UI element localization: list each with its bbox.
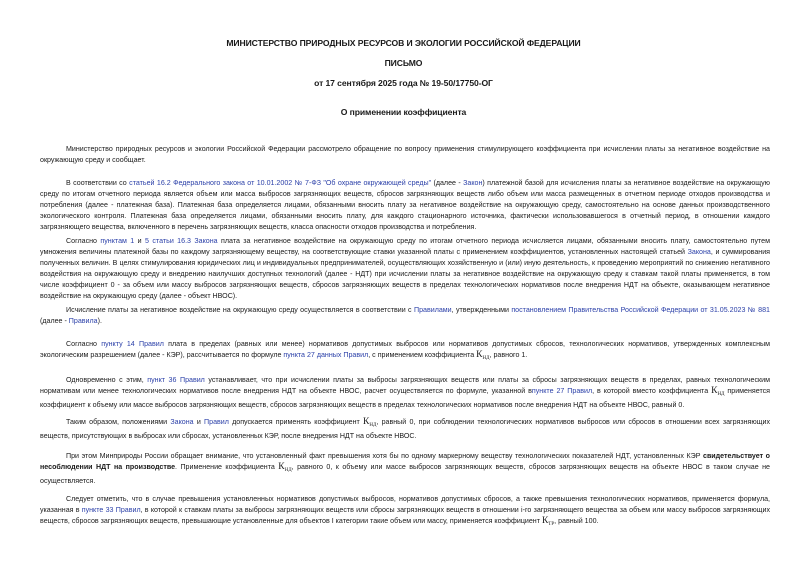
text-run: плата в пределах (равных или менее) нормативов допустимых выбросов или нормативов допустимых сбросов, технологических нормативов, утвержденных комплексным экологическим разрешением (далее - КЭР), рассчитывается по формуле [40,340,770,360]
coefficient-letter: К [363,417,370,427]
coefficient-subscript: НД [482,356,490,362]
coefficient-subscript: ТР [548,522,555,528]
link-rules[interactable]: Правил [204,418,229,426]
link-government-resolution-881[interactable]: постановлением Правительства Российской Федерации от 31.05.2023 № 881 [511,306,770,314]
text-run: Одновременно с этим, [66,376,148,384]
text-run: (далее - [431,179,464,187]
text-run: , равный 100. [554,517,599,526]
coefficient-symbol [476,350,489,360]
text-run: Согласно [66,237,101,245]
text-run: устанавливает, что при исчислении платы за выбросы загрязняющих веществ или платы за сбросы загрязняющих веществ в пределах, равных технологическим нормативам или менее технологических нормативов после внедрения НДТ на объекте НВОС, расчет осуществляется по формуле, указанной в [40,376,770,396]
link-law[interactable]: Закона [170,418,194,426]
link-rules[interactable]: Правилами [413,306,452,314]
text-run: и [193,418,205,426]
link-point-14-rules[interactable]: пункту 14 Правил [101,340,164,348]
link-law-article-16-2[interactable]: статьей 16.2 Федерального закона от 10.01.2002 № 7-ФЗ "Об охране окружающей среды" [129,179,432,187]
text-run: , равный 0, при соблюдении технологических нормативов выбросов или сбросов в отношении всех загрязняющих веществ, присутствующих в выбросах или сбросах, установленных КЭР, после внедрения НДТ на объекте НВОС. [40,418,771,441]
link-article-16-3[interactable]: 5 статьи 16.3 Закона [145,237,218,245]
paragraph-point-14 [40,339,770,364]
coefficient-subscript: НД [717,392,725,398]
coefficient-symbol [363,417,376,427]
text-run: , равного 1. [489,351,528,360]
text-run: Исчисление платы за негативное воздействие на окружающую среду осуществляется в соответствии с [66,306,414,314]
paragraph-intro [40,144,770,166]
link-point-33-rules[interactable]: пункте 33 Правил [81,506,141,515]
coefficient-symbol [542,516,554,526]
coefficient-symbol [711,386,724,396]
text-run: , с применением коэффициента [368,351,477,360]
coefficient-letter: К [476,350,483,361]
paragraph-text: Министерство природных ресурсов и экологии Российской Федерации рассмотрело обращение по вопросу применения стимулирующего коэффициента при исчислении платы за негативное воздействие на окружающую среду и сообщает. [40,145,770,165]
text-run: допускается применять коэффициент [228,418,364,426]
text-run: , утвержденными [451,306,512,314]
link-rules-short[interactable]: Правила [68,317,98,326]
link-point-27-rules[interactable]: пункте 27 Правил [531,387,593,396]
coefficient-subscript: НД [284,468,292,474]
text-run: Таким образом, положениями [66,418,171,426]
text-run: Следует отметить, что в случае превышения установленных нормативов допустимых выбросов, нормативов допустимых сбросов, а также превышения технологических нормативов, применяется формула, указанная в [40,495,770,515]
text-run: и [134,237,146,245]
link-law[interactable]: Закона [687,248,711,257]
text-run: Согласно [66,340,102,348]
paragraph-conclusion [40,417,770,442]
link-points-1[interactable]: пунктам 1 [100,237,135,245]
coefficient-letter: К [278,462,285,473]
text-run: . Применение коэффициента [175,463,279,472]
document-subject: О применении коэффициента [340,107,467,117]
paragraph-coefficients [40,236,770,303]
text-run: (далее - [40,317,69,326]
coefficient-letter: К [541,516,549,527]
text-run: , в которой к ставкам платы за выбросы загрязняющих веществ или сбросы загрязняющих веществ в отношении i-го загрязняющего вещества за объем или массу выбросов загрязняющих веществ, сбросов загрязняющих веществ, превышающие установленные для объектов I категории такие объем или массу, применяется коэффициент [40,506,771,526]
ministry-heading: МИНИСТЕРСТВО ПРИРОДНЫХ РЕСУРСОВ И ЭКОЛОГИИ РОССИЙСКОЙ ФЕДЕРАЦИИ [226,38,581,48]
paragraph-payment-base [40,178,770,233]
text-run: ) платежной базой для исчисления платы за негативное воздействие на окружающую среду по итогам отчетного периода является объем или масса выбросов загрязняющих веществ, сбросов загрязняющих веществ либо объем или масса размещенных в отчетном периоде отходов производства и потребления (далее - платежная база). Платежная база определяется лицами, обязанными вносить плату за негативное воздействие на окружающую среду, самостоятельно на основе данных производственного экологического контроля. Платежная база определяется лицами, обязанными вносить плату, для каждого стационарного источника, фактически использовавшегося в отчетный период, в отношении каждого загрязняющего вещества, включенного в перечень загрязняющих веществ, класса опасности отходов производства и потребления. [40,179,770,232]
link-point-36-rules[interactable]: пункт 36 Правил [147,376,205,384]
text-run: , и суммирования полученных величин. В целях стимулирования юридических лиц и индивидуальных предпринимателей, осуществляющих хозяйственную и (или) иную деятельность, к проведению мероприятий по снижению негативного воздействия на окружающую среду и внедрению наилучших доступных технологий (далее - НДТ) при исчислении платы за негативное воздействие на окружающую среду к ставкам такой платы применяется, в том числе коэффициент 0 - за объем или массу выбросов загрязняющих веществ, сбросов загрязняющих веществ в пределах технологических нормативов после внедрения НДТ на объекте, оказывающем негативное воздействие на окружающую среду (далее - объект НВОС). [40,248,771,301]
coefficient-subscript: НД [369,423,377,428]
paragraph-attention [40,451,770,487]
text-run: применяется коэффициент к объему или массе выбросов загрязняющих веществ, сбросов загрязняющих веществ в пределах технологических нормативов после внедрения НДТ на объекте НВОС, равный 0. [40,387,771,410]
document-type: ПИСЬМО [384,58,423,68]
paragraph-excess [40,494,770,530]
text-run: , равного 0, к объему или массе выбросов загрязняющих веществ, сбросов загрязняющих веществ на объекте НВОС в таком случае не осуществляется. [40,463,770,486]
emphasized-text: свидетельствует о несоблюдении НДТ на производстве [40,452,770,472]
coefficient-symbol [278,462,291,472]
link-point-27-rules[interactable]: пункта 27 данных Правил [283,351,369,360]
text-run: ). [97,317,102,326]
paragraph-point-36 [40,375,770,411]
text-run: При этом Минприроды России обращает внимание, что установленный факт превышения хотя бы по одному маркерному веществу технологических показателей НДТ, установленных КЭР [66,452,703,460]
document-date-number: от 17 сентября 2025 года № 19-50/17750-ОГ [314,78,493,88]
coefficient-letter: К [711,386,718,397]
paragraph-rules [40,305,770,327]
link-law[interactable]: Закон [463,179,483,187]
text-run: , в которой вместо коэффициента [592,387,712,396]
text-run: плата за негативное воздействие на окружающую среду по итогам отчетного периода исчисляется лицами, обязанными вносить плату, самостоятельно путем умножения величины платежной базы по каждому загрязняющему веществу, на соответствующие ставки указанной платы с применением коэффициентов, установленных настоящей статьей [40,237,770,257]
text-run: В соответствии со [66,179,130,187]
